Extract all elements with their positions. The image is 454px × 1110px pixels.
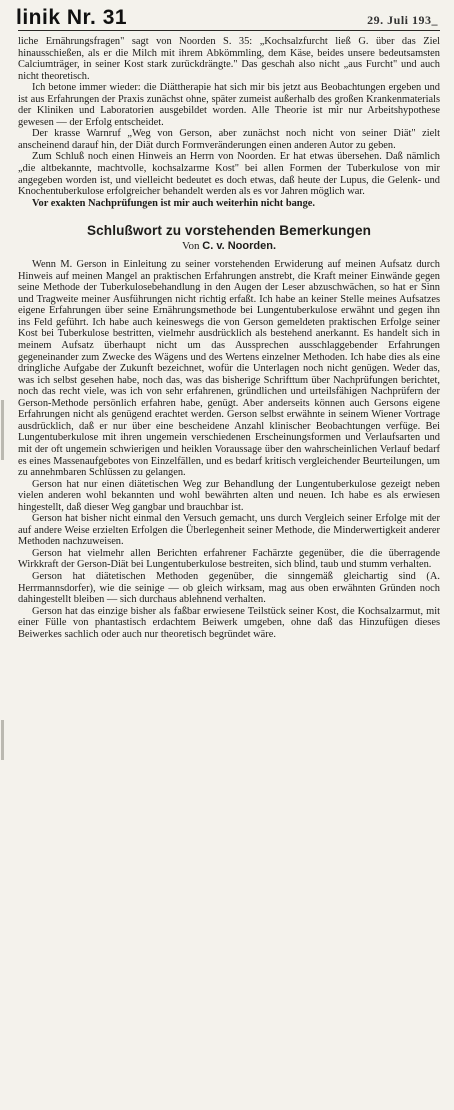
paragraph: Zum Schluß noch einen Hinweis an Herrn von Noorden. Er hat etwas übersehen. Daß nämlich „die altbekannte, machtvolle, kochsalzarme Kost" bei allen Formen der Tuberkulose von mir angegeben worden ist, und vielleicht bedeutet es doch etwas, daß heute der Lupus, die Gelenk- und Knochentuberkulose erfolgreicher behandelt werden als es vor Jahren möglich war. bbox=[18, 151, 440, 198]
paragraph: Gerson hat diätetischen Methoden gegenüber, die sinngemäß gleichartig sind (A. Herrmannsdorfer), wie die seinige — ob gleich wirksam, mag aus oben erwähnten Gründen noch dahingestellt bleiben — sich durchaus ablehnend verhalten. bbox=[18, 570, 440, 606]
paragraph: Gerson hat bisher nicht einmal den Versuch gemacht, uns durch Vergleich seiner Erfolge mit der auf andere Weise erzielten Erfolgen die Überlegenheit seiner Methode, die Minderwertigkeit anderer Methoden nachzuweisen. bbox=[18, 513, 440, 548]
byline-author: C. v. Noorden. bbox=[202, 240, 277, 253]
paragraph: Vor exakten Nachprüfungen ist mir auch weiterhin nicht bange. bbox=[32, 197, 315, 209]
byline-prefix: Von bbox=[181, 240, 200, 253]
article-gerson-reply bbox=[18, 36, 440, 209]
paragraph: liche Ernährungsfragen" sagt von Noorden S. 35: „Kochsalzfurcht ließ G. über das Ziel hinausschießen, als er die Milch mit ihrem Abkömmling, dem Käse, beides unsere bedeutsamsten Calciumträger, in seiner Kost stark zurückdrängte." Das geschah also nicht „aus Furcht" und auch nicht theoretisch. bbox=[18, 36, 440, 82]
issue-date: 29. Juli 193_ bbox=[367, 13, 438, 27]
paragraph: Gerson hat vielmehr allen Berichten erfahrener Fachärzte gegenüber, die die überragende Wirkkraft der Gerson-Diät bei Lungentuberkulose bestreiten, sich blind, taub und stumm verhalten. bbox=[18, 547, 440, 571]
paragraph: Gerson hat nur einen diätetischen Weg zur Behandlung der Lungentuberkulose gezeigt neben vielen anderen wohl bekannten und wohl bewährten alten und neuen. Ich habe es als erwiesen hingestellt, daß dieser Weg gangbar und brauchbar ist. bbox=[18, 478, 440, 513]
margin-pencil-mark bbox=[1, 720, 4, 760]
running-head bbox=[18, 6, 440, 31]
paragraph: Wenn M. Gerson in Einleitung zu seiner vorstehenden Erwiderung auf meinen Aufsatz durch Hinweis auf meinen Mangel an praktischen Erfahrungen anstrebt, die Kraft meiner Einwände gegen seine Methode der Tuberkulosebehandlung in den Augen der Leser abzuschwächen, so hat er Sinn und Tragweite meiner Ausführungen nicht richtig erfaßt. Ich habe an keiner Stelle meines Aufsatzes eigene Erfahrungen über seine Ernährungsmethode bei Lungentuberkulose erwähnt und gegen ihn ins Feld geführt. Ich habe auch keineswegs die von Gerson gemeldeten praktischen Erfolge seiner Kost bei Tuberkulose bestritten, vielmehr ausdrücklich als bestehend anerkannt. Es handelt sich in meinem Aufsatz überhaupt nicht um das Aussprechen ausschlaggebender Erfahrungen gegeneinander zum Zwecke des Wägens und des Wertens einzelner Methoden. Ich habe dies als eine dringliche Aufgabe der Zukunft bezeichnet, wofür die Unterlagen noch nicht genügen. Weder das, was ich selbst gesehen habe, noch das, was das bisherige Schrifttum über Nachprüfungen berichtet, noch das recht viele, was ich von sehr erfahrenen, gründlichen und urteilsfähigen Nachprüfern der Gerson-Methode persönlich erfahren habe, genügt. Aber anderseits können auch Gersons eigene Erfahrungen nicht als genügend erachtet werden. Gerson selbst erwähnte in seinem Wiener Vortrage ausdrücklich, daß er nur über eine bescheidene Anzahl klinischer Beobachtungen verfüge. Bei Lungentuberkulose mit ihren ungemein verschiedenen Erscheinungsformen und Verlaufsarten und mit der oft ungemein schwierigen und heiklen Voraussage über den wahrscheinlichen Verlauf bedarf es eines Massenaufgebotes von Einzelfällen, und es bedarf kritisch vergleichender Beurteilungen, um zu annehmbaren Schlüssen zu gelangen. bbox=[18, 259, 440, 479]
article-noorden-closing bbox=[18, 259, 440, 640]
margin-pencil-mark bbox=[1, 400, 4, 460]
article-title: Schlußwort zu vorstehenden Bemerkungen bbox=[86, 223, 372, 239]
journal-title: linik Nr. 31 bbox=[16, 6, 128, 29]
byline bbox=[18, 240, 440, 252]
paragraph: Ich betone immer wieder: die Diättherapie hat sich mir bis jetzt aus Beobachtungen ergeben und ist aus Erfahrungen der Praxis zunächst ohne, später zumeist außerhalb des großen Krankenmaterials der Kliniken und Laboratorien ausgebildet worden. Alle Theorie ist mir nur Arbeitshypothese gewesen — der Erfolg entscheidet. bbox=[18, 82, 440, 128]
paragraph: Gerson hat das einzige bisher als faßbar erwiesene Teilstück seiner Kost, die Kochsalzarmut, mit einer Fülle von phantastisch erdachtem Beiwerk umgeben, ohne daß das Hinzufügen dieses Beiwerkes sachlich oder auch nur theoretisch begründet wäre. bbox=[18, 605, 440, 640]
paragraph: Der krasse Warnruf „Weg von Gerson, aber zunächst noch nicht von seiner Diät" zielt anscheinend darauf hin, der Diät durch Formveränderungen einen anderen Autor zu geben. bbox=[18, 128, 440, 151]
